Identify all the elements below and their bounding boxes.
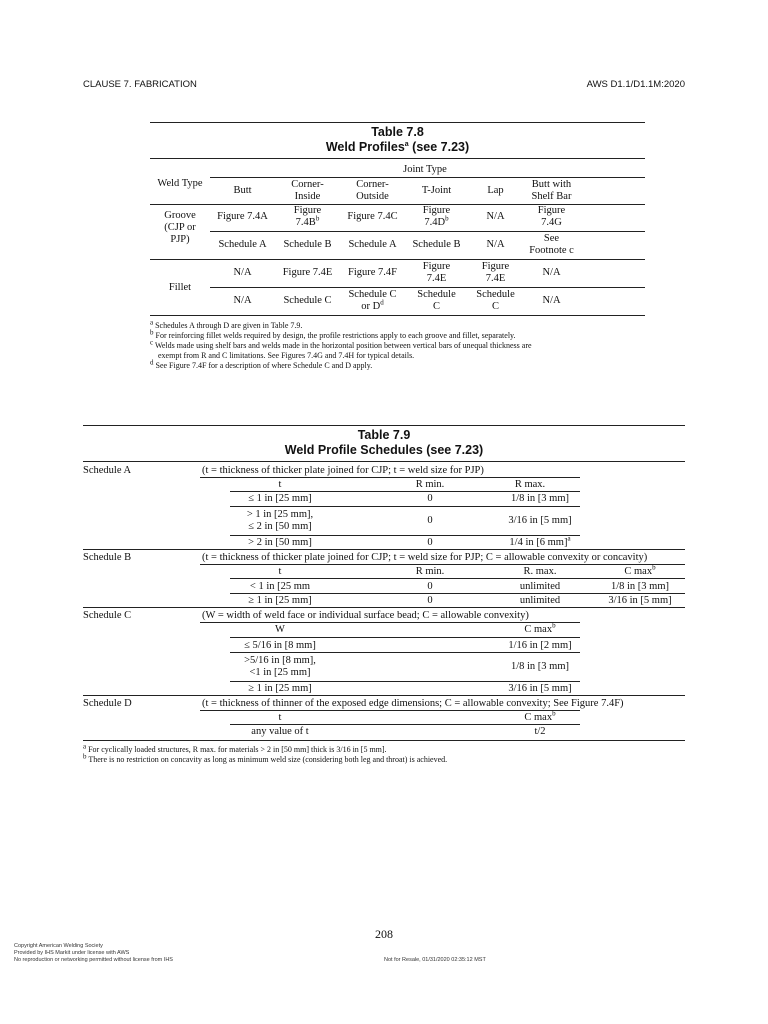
schedule-b-r1-cmax: 1/8 in [3 mm]	[610, 581, 670, 592]
table-7-9-footnotes	[83, 742, 683, 765]
schedule-a-r2-rmin: 0	[427, 515, 433, 526]
page-number: 208	[375, 927, 393, 941]
schedule-b-r1-rmax: unlimited	[519, 581, 561, 592]
schedule-a-r2-rmax: 3/16 in [5 mm]	[508, 515, 572, 526]
schedule-a-r1-rmax: 1/8 in [3 mm]	[510, 493, 570, 504]
schedule-b-desc: (t = thickness of thicker plate joined for CJP; t = weld size for PJP; C = allowable convexity or concavity)	[202, 552, 648, 563]
schedule-a-r3-t: > 2 in [50 mm]	[248, 537, 312, 548]
table-7-9-number: Table 7.9	[357, 428, 411, 442]
footnote: $^a$ Schedules A through D are given in Table 7.9.	[150, 318, 303, 330]
column-header-6: Butt with Shelf Bar	[531, 179, 572, 202]
fillet-figure-6: N/A	[542, 267, 561, 278]
column-header-2: Corner- Inside	[291, 179, 324, 202]
footnote: $^b$ For reinforcing fillet welds required by design, the profile restrictions apply to each groove and fillet, separately.	[150, 328, 516, 340]
fillet-figure-5: Figure 7.4E	[481, 261, 510, 284]
schedule-c-r2-w: >5/16 in [8 mm], <1 in [25 mm]	[244, 655, 316, 678]
copyright-line-2: Provided by IHS Markit under license with AWS	[14, 950, 130, 956]
schedule-c-head-w: W	[275, 624, 285, 635]
table-7-8-number: Table 7.8	[371, 125, 424, 139]
fillet-figure-1: N/A	[233, 267, 252, 278]
table-7-8-title	[150, 125, 645, 155]
groove-label: Groove (CJP or PJP)	[164, 210, 196, 245]
schedule-a-label: Schedule A	[83, 465, 132, 476]
schedule-a-r1-rmin: 0	[427, 493, 433, 504]
groove-figure-3: Figure 7.4C	[347, 211, 398, 222]
schedule-b-r1-rmin: 0	[427, 581, 433, 592]
table-7-8-footnotes	[150, 318, 650, 371]
schedule-b-head-cmax: C $\max^b$	[624, 563, 656, 577]
schedule-b-r2-cmax: 3/16 in [5 mm]	[608, 595, 672, 606]
footnote: $^a$ For cyclically loaded structures, R max. for materials > 2 in [50 mm] thick is 3/16 in [5 mm].	[83, 742, 387, 754]
footnote: $^c$ Welds made using shelf bars and welds made in the horizontal position between vertical bars of unequal thickness are	[150, 338, 532, 350]
schedule-a-desc: (t = thickness of thicker plate joined for CJP; t = weld size for PJP)	[202, 465, 484, 476]
schedule-b-head-rmin: R min.	[415, 566, 445, 577]
fillet-schedule-6: N/A	[542, 295, 561, 306]
schedule-a-head-t: t	[278, 479, 282, 490]
footnote: $^b$ There is no restriction on concavity as long as minimum weld size (considering both leg and throat) is achieved.	[83, 752, 448, 764]
groove-schedule-6: See Footnote c	[529, 233, 574, 256]
schedule-d-head-cmax: C $\max^b$	[524, 709, 556, 723]
joint-type-header: Joint Type	[403, 164, 447, 175]
footnote: exempt from R and C limitations. See Figures 7.4G and 7.4H for typical details.	[158, 351, 415, 360]
fillet-schedule-4: Schedule C	[417, 289, 456, 312]
groove-schedule-2: Schedule B	[283, 239, 332, 250]
schedule-c-r1-w: ≤ 5/16 in [8 mm]	[244, 640, 316, 651]
schedule-b-r2-t: ≥ 1 in [25 mm]	[248, 595, 312, 606]
schedule-c-label: Schedule C	[83, 610, 132, 621]
schedule-a-r3-rmax: 1/4 in [6 mm]$^a$	[509, 534, 571, 548]
groove-schedule-5: N/A	[486, 239, 505, 250]
schedule-d-desc: (t = thickness of thinner of the exposed edge dimensions; C = allowable convexity; See Figure 7.4F)	[202, 698, 624, 709]
fillet-schedule-3: Schedule C or $D^d$	[348, 289, 397, 312]
table-7-9-title	[83, 428, 685, 458]
groove-schedule-4: Schedule B	[412, 239, 461, 250]
fillet-figure-3: Figure 7.4F	[347, 267, 397, 278]
groove-schedule-3: Schedule A	[348, 239, 397, 250]
fillet-label: Fillet	[168, 282, 192, 293]
schedule-a-head-rmin: R min.	[415, 479, 445, 490]
fillet-figure-2: Figure 7.4E	[282, 267, 333, 278]
schedule-d-r1-t: any value of t	[251, 726, 309, 737]
schedule-c-r1-cmax: 1/16 in [2 mm]	[508, 640, 572, 651]
column-header-5: Lap	[487, 185, 504, 196]
schedule-a-head-rmax: R max.	[514, 479, 546, 490]
schedule-a-r1-t: ≤ 1 in [25 mm]	[248, 493, 312, 504]
not-for-resale-footer: Not for Resale, 01/31/2020 02:35:12 MST	[384, 957, 486, 963]
groove-schedule-1: Schedule A	[218, 239, 267, 250]
groove-figure-2: Figure $7.4B^b$	[293, 205, 322, 228]
groove-figure-4: Figure $7.4D^b$	[422, 205, 451, 228]
schedule-d-head-t: t	[278, 712, 282, 723]
schedule-b-label: Schedule B	[83, 552, 132, 563]
schedule-b-head-t: t	[278, 566, 282, 577]
schedule-c-r3-w: ≥ 1 in [25 mm]	[248, 683, 312, 694]
running-header-right: AWS D1.1/D1.1M:2020	[586, 79, 685, 90]
fillet-schedule-1: N/A	[233, 295, 252, 306]
schedule-a-r2-t: > 1 in [25 mm], ≤ 2 in [50 mm]	[246, 509, 314, 532]
table-7-8-caption: Weld Profiles$^a$ (see 7.23)	[325, 140, 470, 154]
footnote: $^d$ See Figure 7.4F for a description of where Schedule C and D apply.	[150, 358, 373, 370]
schedule-b-r2-rmax: unlimited	[519, 595, 561, 606]
copyright-footer	[14, 943, 173, 964]
weld-type-header: Weld Type	[157, 178, 203, 189]
fillet-schedule-2: Schedule C	[283, 295, 332, 306]
table-7-9-caption: Weld Profile Schedules (see 7.23)	[284, 443, 484, 457]
fillet-schedule-5: Schedule C	[476, 289, 515, 312]
schedule-d-r1-cmax: t/2	[534, 726, 546, 737]
schedule-a-r3-rmin: 0	[427, 537, 433, 548]
groove-figure-6: Figure 7.4G	[537, 205, 566, 228]
schedule-b-r1-t: < 1 in [25 mm	[249, 581, 311, 592]
schedule-b-head-rmax: R. max.	[523, 566, 557, 577]
column-header-3: Corner- Outside	[356, 179, 389, 202]
schedule-c-r2-cmax: 1/8 in [3 mm]	[510, 661, 570, 672]
groove-figure-5: N/A	[486, 211, 505, 222]
column-header-1: Butt	[233, 185, 252, 196]
fillet-figure-4: Figure 7.4E	[422, 261, 451, 284]
running-header-left: CLAUSE 7. FABRICATION	[83, 79, 197, 90]
groove-figure-1: Figure 7.4A	[217, 211, 268, 222]
schedule-c-desc: (W = width of weld face or individual surface bead; C = allowable convexity)	[202, 610, 529, 621]
schedule-d-label: Schedule D	[83, 698, 132, 709]
column-header-4: T-Joint	[421, 185, 452, 196]
copyright-line-1: Copyright American Welding Society	[14, 943, 103, 949]
schedule-c-head-cmax: C $\max^b$	[524, 621, 556, 635]
schedule-b-r2-rmin: 0	[427, 595, 433, 606]
copyright-line-3: No reproduction or networking permitted without license from IHS	[14, 957, 173, 963]
schedule-c-r3-cmax: 3/16 in [5 mm]	[508, 683, 572, 694]
